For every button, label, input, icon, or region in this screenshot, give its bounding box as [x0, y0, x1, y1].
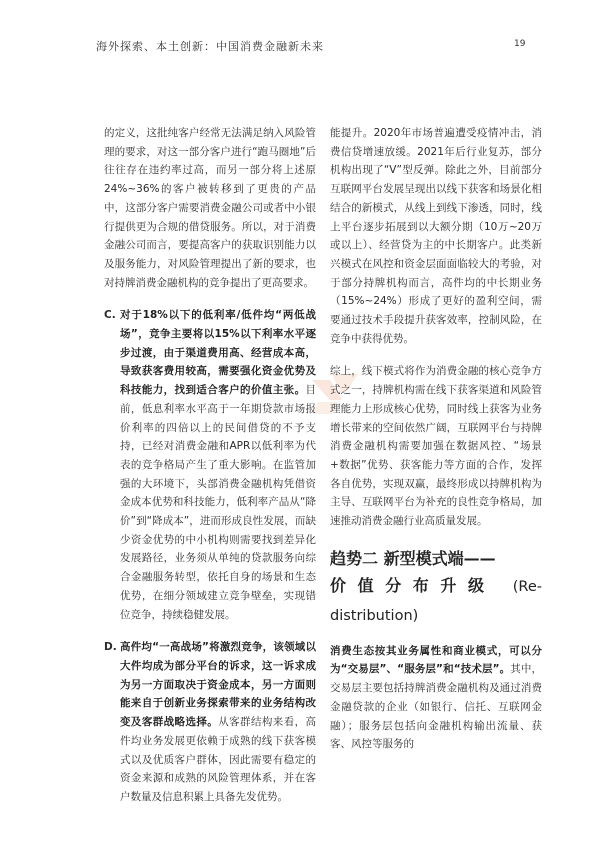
section-subtitle-en: (Re-distribution) — [330, 578, 542, 624]
page-number: 19 — [514, 39, 526, 49]
list-marker-d: D. — [104, 641, 117, 654]
left-continuation-paragraph: 的定义，这批纯客户经常无法满足纳入风险管理的要求，对这一部分客户进行“跑马圈地”后往往存在违约率过高，而另一部分将上述原24%~36%的客户被转移到了更贵的产品中，这部分客户需要消费金融公司或者中小银行提供更为合规的借贷服务。所以，对于消费金融公司而言，要提高客户的获取识别能力以及服务能力，对风险管理提出了新的要求，也对持牌消费金融机构的竞争提出了更高要求。 — [104, 127, 316, 289]
list-item-c-lead: 对于18%以下的低利率/低件均“两低战场”，竞争主要将以15%以下利率水平逐步过渡，由于渠道费用高、经营成本高，导致获客费用较高，需要强化资金优势及科技能力，找到适合客户的价值主张。 — [120, 309, 316, 397]
ecosystem-paragraph — [330, 642, 542, 754]
right-column — [330, 124, 542, 754]
section-subtitle: 价值分布升级 — [330, 575, 496, 595]
right-continuation-paragraph: 能提升。2020年市场普遍遭受疫情冲击，消费信贷增速放缓。2021年后行业复苏，部分机构出现了“V”型反弹。除此之外，目前部分互联网平台发展呈现出以线下获客和场景化相结合的新模式，从线上到线下渗透，同时，线上平台逐步拓展到以大额分期（10万~20万或以上）、经营贷为主的中长期客户。此类新兴模式在风控和资金层面面临较大的考验，对于部分持牌机构而言，高件均的中长期业务（15%~24%）形成了更好的盈利空间，需要通过技术手段提升获客效率，控制风险，在竞争中获得优势。 — [330, 127, 542, 345]
list-item-d-body: 从客群结构来看，高件均业务发展更依赖于成熟的线下获客模式以及优质客户群体，因此需要有稳定的资金来源和成熟的风险管理体系，并在客户数量及信息积累上具备先发优势。 — [120, 716, 317, 803]
section-heading — [330, 545, 542, 630]
summary-paragraph: 综上，线下模式将作为消费金融的核心竞争方式之一，持牌机构需在线下获客渠道和风险管理能力上形成核心优势，同时线上获客为业务增长带来的空间依然广阔，互联网平台与持牌消费金融机构需要加强在数据风控、“场景+数据”优势、获客能力等方面的合作，发挥各自优势，实现双赢，最终形成以持牌机构为主导、互联网平台为补充的良性竞争格局，加速推动消费金融行业高质量发展。 — [330, 365, 542, 528]
list-item-c-body: 目前，低息利率水平高于一年期贷款市场报价利率的四倍以上的民间借贷的不予支持，已经对消费金融和APR以低利率为代表的竞争格局产生了重大影响。在监管加强的大环境下，头部消费金融机构凭借资金成本优势和科技能力，低利率产品从“降价”到“降成本”，进而形成良性发展，而缺少资金优势的中小机构则需要找到差异化发展路径，业务须从单纯的贷款服务向综合金融服务转型，依托自身的场景和生态优势，在细分领域建立竞争壁垒，实现错位竞争，持续稳健发展。 — [120, 384, 316, 621]
list-item-d-lead: 高件均“一高战场”将激烈竞争，该领域以大件均成为部分平台的诉求，这一诉求成为另一方面取决于资金成本，另一方面则能来自于创新业务探索带来的业务结构改变及客群战略选择。 — [120, 641, 316, 729]
ecosystem-lead: 消费生态按其业务属性和商业模式，可以分为“交易层”、“服务层”和“技术层”。 — [330, 644, 542, 676]
list-marker-c: C. — [104, 309, 116, 322]
section-title: 趋势二 新型模式端—— — [330, 548, 496, 568]
list-item-c — [104, 306, 316, 624]
running-header: 海外探索、本土创新：中国消费金融新未来 — [96, 40, 324, 53]
list-item-d — [104, 638, 316, 806]
ecosystem-body: 其中，交易层主要包括持牌消费金融机构及通过消费金融贷款的企业（如银行、信托、互联网金融）；服务层包括向金融机构输出流量、获客、风控等服务的 — [330, 663, 543, 751]
left-column — [104, 124, 316, 807]
